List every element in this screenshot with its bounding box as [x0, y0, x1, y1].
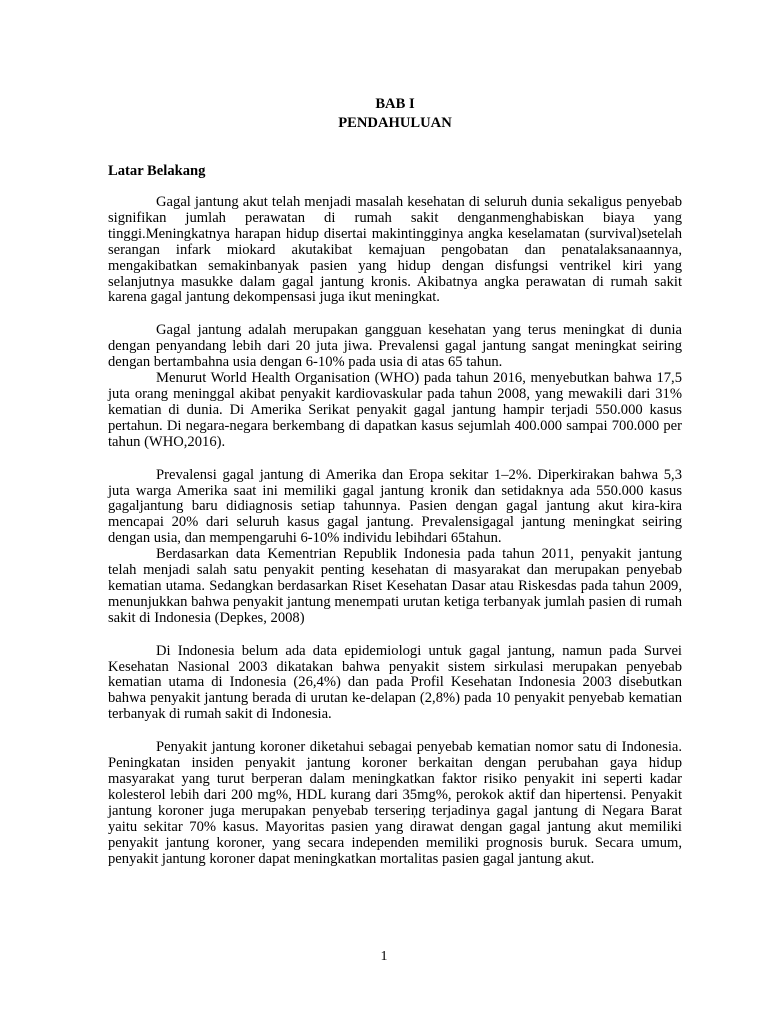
- paragraph: Prevalensi gagal jantung di Amerika dan Eropa sekitar 1–2%. Diperkirakan bahwa 5,3 juta warga Amerika saat ini memiliki gagal jantung kronik dan setidaknya ada 550.000 kasus gagaljantung baru didiagnosis setiap tahunnya. Pasien dengan gagal jantung akut kira-kira mencapai 20% dari seluruh kasus gagal jantung. Prevalensigagal jantung meningkat seiring dengan usia, dan mempengaruhi 6-10% individu lebihdari 65tahun.: [108, 466, 682, 547]
- section-heading: Latar Belakang: [108, 163, 206, 179]
- chapter-title: PENDAHULUAN: [338, 115, 452, 131]
- paragraph: Menurut World Health Organisation (WHO) pada tahun 2016, menyebutkan bahwa 17,5 juta orang meninggal akibat penyakit kardiovaskular pada tahun 2008, yang mewakili dari 31% kematian di dunia. Di Amerika Serikat penyakit gagal jantung hampir terjadi 550.000 kasus pertahun. Di negara-negara berkembang di dapatkan kasus sejumlah 400.000 sampai 700.000 per tahun (WHO,2016).: [108, 370, 682, 450]
- paragraph: Di Indonesia belum ada data epidemiologi untuk gagal jantung, namun pada Survei Kesehatan Nasional 2003 dikatakan bahwa penyakit sistem sirkulasi merupakan penyebab kematian utama di Indonesia (26,4%) dan pada Profil Kesehatan Indonesia 2003 disebutkan bahwa penyakit jantung berada di urutan ke-delapan (2,8%) pada 10 penyakit penyebab kematian terbanyak di rumah sakit di Indonesia.: [108, 642, 682, 723]
- paragraph: Gagal jantung adalah merupakan gangguan kesehatan yang terus meningkat di dunia dengan penyandang lebih dari 20 juta jiwa. Prevalensi gagal jantung sangat meningkat seiring dengan bertambahna usia dengan 6-10% pada usia di atas 65 tahun.: [108, 322, 682, 371]
- paragraph: Berdasarkan data Kementrian Republik Indonesia pada tahun 2011, penyakit jantung telah menjadi salah satu penyakit penting kesehatan di masyarakat dan merupakan penyebab kematian utama. Sedangkan berdasarkan Riset Kesehatan Dasar atau Riskesdas pada tahun 2009, menunjukkan bahwa penyakit jantung menempati urutan ketiga terbanyak jumlah pasien di rumah sakit di Indonesia (Depkes, 2008): [108, 546, 682, 626]
- page-number: 1: [380, 949, 388, 964]
- paragraph: Gagal jantung akut telah menjadi masalah kesehatan di seluruh dunia sekaligus penyebab signifikan jumlah perawatan di rumah sakit denganmenghabiskan biaya yang tinggi.Meningkatnya harapan hidup disertai makintingginya angka keselamatan (survival)setelah serangan infark miokard akutakibat kemajuan pengobatan dan penatalaksanaannya, mengakibatkan semakinbanyak pasien yang hidup dengan disfungsi ventrikel kiri yang selanjutnya masukke dalam gagal jantung kronis. Akibatnya angka perawatan di rumah sakit karena gagal jantung dekompensasi juga ikut meningkat.: [108, 194, 682, 306]
- paragraph: Penyakit jantung koroner diketahui sebagai penyebab kematian nomor satu di Indonesia. Peningkatan insiden penyakit jantung koroner berkaitan dengan perubahan gaya hidup masyarakat yang turut berperan dalam meningkatkan faktor risiko penyakit ini seperti kadar kolesterol lebih dari 200 mg%, HDL kurang dari 35mg%, perokok aktif dan hipertensi. Penyakit jantung koroner juga merupakan penyebab terseriņg terjadinya gagal jantung di Negara Barat yaitu sekitar 70% kasus. Mayoritas pasien yang dirawat dengan gagal jantung akut memiliki penyakit jantung koroner, yang secara independen memiliki prognosis buruk. Secara umum, penyakit jantung koroner dapat meningkatkan mortalitas pasien gagal jantung akut.: [108, 739, 682, 867]
- page-content: [108, 95, 682, 867]
- chapter-number: BAB I: [375, 96, 415, 112]
